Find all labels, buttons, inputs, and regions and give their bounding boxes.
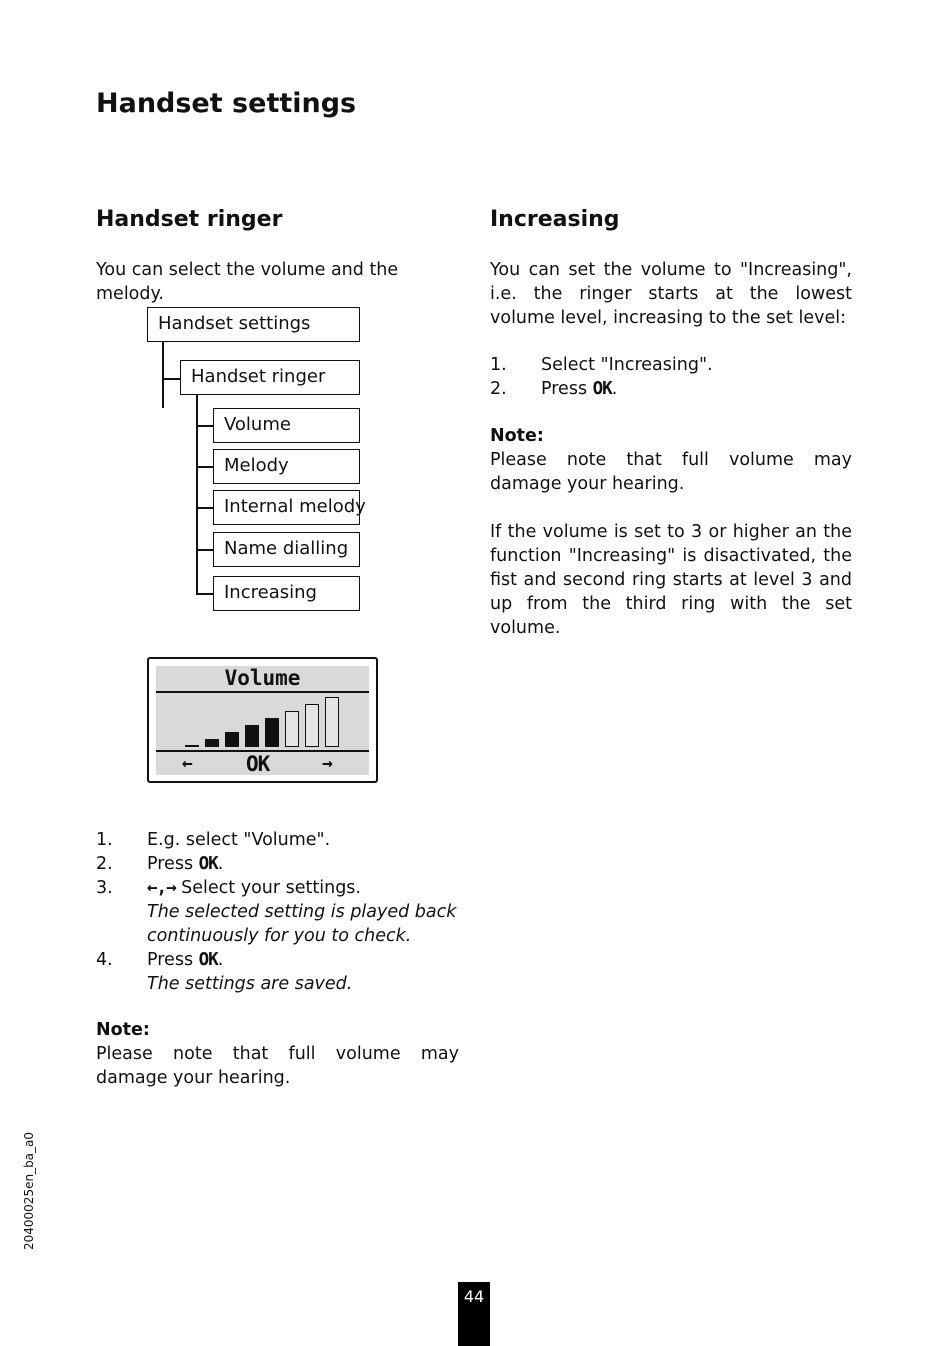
menu-item-volume: Volume (213, 408, 360, 443)
step-item (96, 852, 466, 876)
menu-item-handset-settings: Handset settings (147, 307, 360, 342)
step-item (490, 377, 852, 401)
step-result: The selected setting is played back continuously for you to check. (147, 902, 457, 946)
step-text: Press (147, 950, 199, 970)
volume-bar (325, 697, 339, 747)
note-text: Please note that full volume may damage your hearing. (96, 1044, 459, 1088)
note-label: Note: (490, 426, 544, 446)
step-item (96, 948, 466, 996)
step-number: 3. (96, 878, 113, 898)
right-arrow-icon: → (322, 753, 332, 774)
step-number: 1. (490, 355, 507, 375)
step-item (96, 828, 466, 852)
display-title: Volume (224, 666, 301, 690)
note-text: Please note that full volume may damage your hearing. (490, 450, 852, 494)
ok-softkey: OK (246, 752, 270, 776)
step-number: 2. (96, 854, 113, 874)
step-number: 2. (490, 379, 507, 399)
page-title: Handset settings (96, 88, 357, 119)
menu-item-melody: Melody (213, 449, 360, 484)
right-steps (490, 353, 852, 401)
document-code: 20400025en_ba_a0 (22, 1131, 36, 1250)
step-item (96, 876, 466, 948)
volume-bar (285, 711, 299, 747)
step-text: . (611, 379, 618, 399)
step-text: Select "Increasing". (541, 355, 713, 375)
step-text: Select your settings. (175, 878, 361, 898)
key-icon: OK (198, 854, 218, 874)
step-item (490, 353, 852, 377)
volume-bar (265, 718, 279, 747)
increasing-intro: You can set the volume to "Increasing", i.e. the ringer starts at the lowest volume level, increasing to the set level: (490, 260, 852, 328)
key-icon: ←,→ (147, 878, 176, 898)
section-heading-increasing: Increasing (490, 207, 620, 232)
volume-bar (185, 745, 199, 747)
left-steps (96, 828, 466, 996)
left-note (96, 1018, 459, 1090)
step-result: The settings are saved. (147, 974, 353, 994)
volume-bar (305, 704, 319, 747)
menu-item-internal-melody: Internal melody (213, 490, 360, 525)
handset-display (147, 657, 378, 783)
right-note (490, 424, 852, 640)
page-number: 44 (458, 1282, 490, 1346)
volume-bar (205, 739, 219, 747)
key-icon: OK (198, 950, 218, 970)
step-text: Press (541, 379, 593, 399)
volume-bar (245, 725, 259, 747)
step-text: . (217, 950, 224, 970)
menu-item-handset-ringer: Handset ringer (180, 360, 360, 395)
volume-bar (225, 732, 239, 747)
menu-item-increasing: Increasing (213, 576, 360, 611)
step-text: E.g. select "Volume". (147, 830, 331, 850)
step-number: 1. (96, 830, 113, 850)
key-icon: OK (592, 379, 612, 399)
left-arrow-icon: ← (182, 753, 192, 774)
menu-item-name-dialling: Name dialling (213, 532, 360, 567)
step-number: 4. (96, 950, 113, 970)
step-text: . (217, 854, 224, 874)
note-label: Note: (96, 1020, 150, 1040)
increasing-paragraph: If the volume is set to 3 or higher an the function "Increasing" is disactivated, the fist and second ring starts at level 3 and up from the third ring with the set volume. (490, 522, 852, 638)
step-text: Press (147, 854, 199, 874)
intro-text: You can select the volume and the melody. (96, 260, 399, 304)
section-heading-handset-ringer: Handset ringer (96, 207, 283, 232)
